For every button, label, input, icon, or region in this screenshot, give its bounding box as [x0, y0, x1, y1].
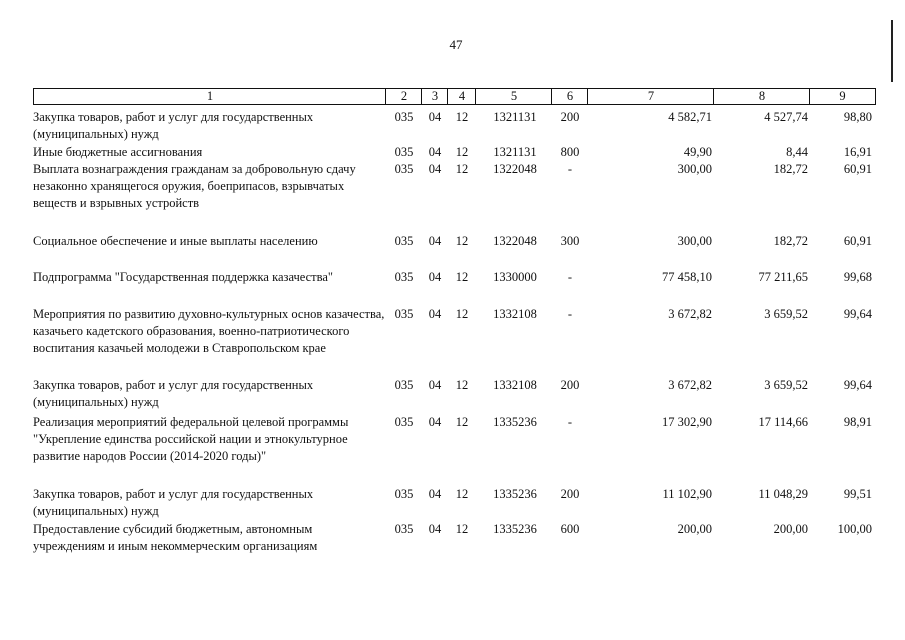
row-planned-amount: 4 582,71: [668, 110, 712, 124]
header-col-1: 1: [33, 88, 386, 105]
row-description: Иные бюджетные ассигнования: [33, 145, 203, 159]
row-code-ministry: 035: [394, 162, 414, 176]
row-code-section: 04: [428, 307, 442, 321]
row-code-subsection: 12: [455, 522, 469, 536]
row-planned-amount: 200,00: [677, 522, 712, 536]
row-percent: 100,00: [837, 522, 872, 536]
row-actual-amount: 17 114,66: [758, 415, 808, 429]
row-planned-amount: 3 672,82: [668, 378, 712, 392]
row-code-target: 1322048: [493, 162, 537, 176]
row-percent: 60,91: [843, 234, 872, 248]
row-code-target: 1332108: [493, 378, 537, 392]
row-percent: 99,64: [843, 307, 872, 321]
row-description: Предоставление субсидий бюджетным, автономным учреждениям и иным некоммерческим организациям: [33, 522, 318, 553]
header-col-8: 8: [713, 88, 810, 105]
table-header-row: [33, 88, 876, 104]
row-code-target: 1321131: [493, 145, 537, 159]
row-code-ministry: 035: [394, 487, 414, 501]
row-description: Реализация мероприятий федеральной целевой программы "Укрепление единства российской нации и этнокультурное развитие народов России (2014-2020 годы)": [33, 415, 349, 463]
row-code-subsection: 12: [455, 307, 469, 321]
row-code-section: 04: [428, 415, 442, 429]
row-code-section: 04: [428, 162, 442, 176]
row-code-section: 04: [428, 110, 442, 124]
row-description: Выплата вознаграждения гражданам за добровольную сдачу незаконно хранящегося оружия, боеприпасов, взрывчатых веществ и взрывных устройств: [33, 162, 356, 210]
row-percent: 99,64: [843, 378, 872, 392]
row-code-expense-type: -: [567, 270, 573, 284]
row-description: Социальное обеспечение и иные выплаты населению: [33, 234, 318, 248]
header-col-2: 2: [385, 88, 422, 105]
row-percent: 99,68: [843, 270, 872, 284]
row-actual-amount: 8,44: [786, 145, 808, 159]
row-actual-amount: 11 048,29: [758, 487, 808, 501]
row-code-ministry: 035: [394, 378, 414, 392]
row-percent: 16,91: [843, 145, 872, 159]
header-col-4: 4: [447, 88, 476, 105]
row-code-subsection: 12: [455, 378, 469, 392]
row-code-ministry: 035: [394, 270, 414, 284]
row-code-expense-type: -: [567, 162, 573, 176]
row-description: Подпрограмма "Государственная поддержка казачества": [33, 270, 334, 284]
row-code-ministry: 035: [394, 522, 414, 536]
row-actual-amount: 3 659,52: [764, 307, 808, 321]
row-description: Закупка товаров, работ и услуг для государственных (муниципальных) нужд: [33, 487, 314, 518]
row-actual-amount: 182,72: [773, 162, 808, 176]
header-col-9: 9: [809, 88, 876, 105]
row-description: Мероприятия по развитию духовно-культурных основ казачества, казачьего кадетского образования, военно-патриотического воспитания казачьей молодежи в Ставропольском крае: [33, 307, 385, 355]
row-code-subsection: 12: [455, 415, 469, 429]
header-col-7: 7: [587, 88, 714, 105]
row-code-section: 04: [428, 234, 442, 248]
row-code-section: 04: [428, 145, 442, 159]
row-code-expense-type: -: [567, 307, 573, 321]
row-code-target: 1322048: [493, 234, 537, 248]
row-planned-amount: 3 672,82: [668, 307, 712, 321]
row-code-expense-type: -: [567, 415, 573, 429]
row-percent: 99,51: [843, 487, 872, 501]
row-description: Закупка товаров, работ и услуг для государственных (муниципальных) нужд: [33, 378, 314, 409]
row-actual-amount: 77 211,65: [758, 270, 808, 284]
row-code-expense-type: 200: [560, 378, 580, 392]
row-code-target: 1335236: [493, 487, 537, 501]
row-code-ministry: 035: [394, 110, 414, 124]
header-col-3: 3: [421, 88, 448, 105]
row-code-section: 04: [428, 378, 442, 392]
header-col-6: 6: [551, 88, 588, 105]
row-code-subsection: 12: [455, 234, 469, 248]
row-code-section: 04: [428, 487, 442, 501]
row-code-expense-type: 300: [560, 234, 580, 248]
row-code-expense-type: 200: [560, 110, 580, 124]
row-code-expense-type: 600: [560, 522, 580, 536]
row-planned-amount: 300,00: [677, 234, 712, 248]
row-code-expense-type: 200: [560, 487, 580, 501]
row-percent: 98,91: [843, 415, 872, 429]
row-percent: 98,80: [843, 110, 872, 124]
row-code-subsection: 12: [455, 487, 469, 501]
row-code-ministry: 035: [394, 415, 414, 429]
row-code-subsection: 12: [455, 162, 469, 176]
row-planned-amount: 11 102,90: [662, 487, 712, 501]
page-edge-line: [891, 20, 893, 82]
row-code-target: 1332108: [493, 307, 537, 321]
row-code-subsection: 12: [455, 270, 469, 284]
row-percent: 60,91: [843, 162, 872, 176]
row-actual-amount: 3 659,52: [764, 378, 808, 392]
row-planned-amount: 17 302,90: [662, 415, 712, 429]
row-code-subsection: 12: [455, 145, 469, 159]
row-description: Закупка товаров, работ и услуг для государственных (муниципальных) нужд: [33, 110, 314, 141]
row-actual-amount: 4 527,74: [764, 110, 808, 124]
row-code-target: 1330000: [493, 270, 537, 284]
row-actual-amount: 182,72: [773, 234, 808, 248]
row-code-ministry: 035: [394, 307, 414, 321]
row-code-target: 1335236: [493, 415, 537, 429]
row-code-ministry: 035: [394, 145, 414, 159]
page-number: 47: [449, 37, 463, 52]
row-planned-amount: 49,90: [683, 145, 712, 159]
row-code-expense-type: 800: [560, 145, 580, 159]
row-code-subsection: 12: [455, 110, 469, 124]
header-col-5: 5: [475, 88, 552, 105]
row-code-section: 04: [428, 270, 442, 284]
row-code-ministry: 035: [394, 234, 414, 248]
row-actual-amount: 200,00: [773, 522, 808, 536]
row-planned-amount: 77 458,10: [662, 270, 712, 284]
row-code-target: 1335236: [493, 522, 537, 536]
row-code-section: 04: [428, 522, 442, 536]
row-planned-amount: 300,00: [677, 162, 712, 176]
row-code-target: 1321131: [493, 110, 537, 124]
